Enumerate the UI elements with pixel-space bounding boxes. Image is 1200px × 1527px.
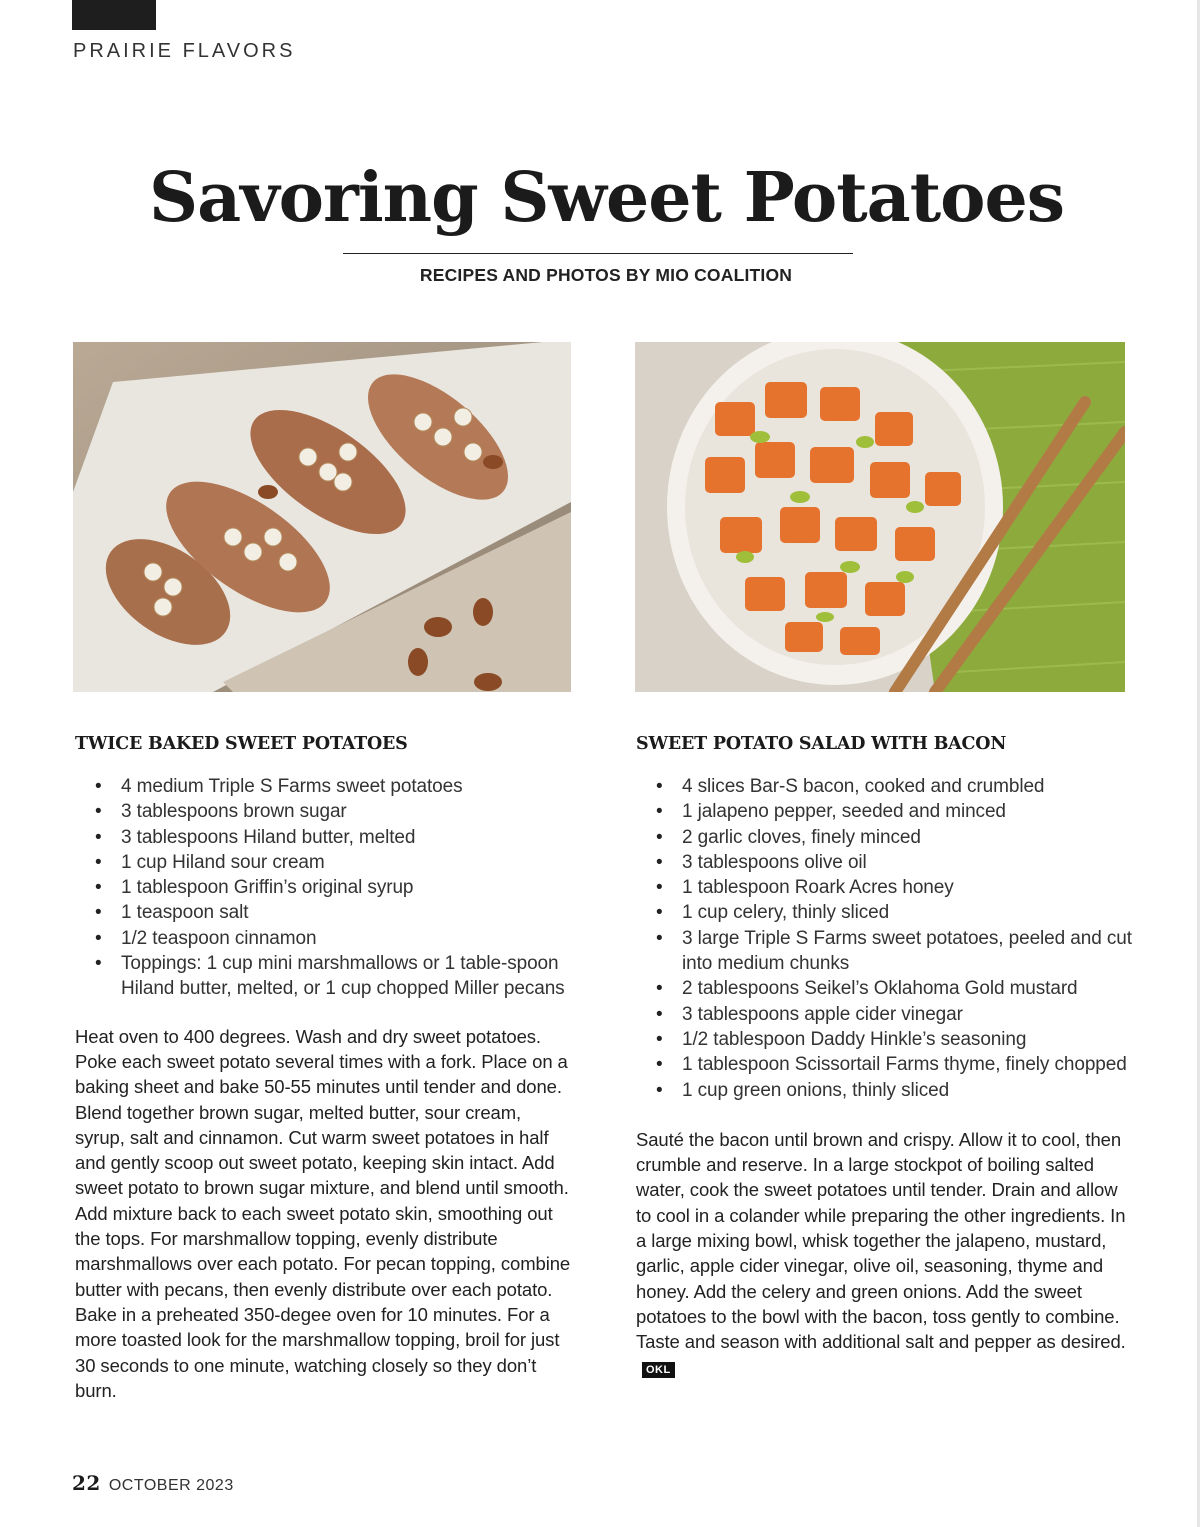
bullet-icon: • [656,902,663,924]
recipe-title: TWICE BAKED SWEET POTATOES [75,734,408,754]
bullet-icon: • [656,877,663,899]
ingredient-list [636,774,1136,1103]
headline-divider [343,253,853,254]
ingredient-item: • 1 tablespoon Scissortail Farms thyme, finely chopped [636,1052,1136,1077]
sweet-potato-salad-photo [635,342,1125,692]
bullet-icon: • [95,776,102,797]
end-mark: OKL [642,1362,675,1378]
bullet-icon: • [95,953,102,975]
bullet-icon: • [656,1079,663,1101]
bullet-icon: • [95,826,102,848]
bullet-icon: • [95,801,102,823]
ingredient-item: • 1 cup celery, thinly sliced [636,900,1136,925]
ingredient-item: • 4 slices Bar-S bacon, cooked and crumbled [636,774,1136,799]
ingredient-item: • 1 tablespoon Griffin’s original syrup [75,875,575,900]
bullet-icon: • [656,851,663,873]
ingredient-item: • 3 tablespoons olive oil [636,850,1136,875]
ingredient-item: • 2 tablespoons Seikel’s Oklahoma Gold mustard [636,976,1136,1001]
ingredient-item: • 1 cup Hiland sour cream [75,850,575,875]
bullet-icon: • [95,902,102,924]
section-label: PRAIRIE FLAVORS [73,40,296,62]
ingredient-item: • 1/2 tablespoon Daddy Hinkle’s seasoning [636,1027,1136,1052]
ingredient-item: • 1 cup green onions, thinly sliced [636,1078,1136,1103]
recipe-directions [636,1127,1136,1380]
section-color-tab [72,0,156,30]
ingredient-item: • Toppings: 1 cup mini marshmallows or 1 table-spoon Hiland butter, melted, or 1 cup chopped Miller pecans [95,953,565,1000]
twice-baked-potatoes-photo [73,342,571,692]
bullet-icon: • [656,927,663,949]
byline: RECIPES AND PHOTOS BY MIO COALITION [419,265,793,285]
recipe-sweet-potato-salad [636,732,1136,1380]
ingredient-item: • 2 garlic cloves, finely minced [636,825,1136,850]
bullet-icon: • [95,877,102,899]
bullet-icon: • [656,826,663,848]
ingredient-item: • 1/2 teaspoon cinnamon [75,926,575,951]
bullet-icon: • [656,776,663,797]
bullet-icon: • [656,1054,663,1076]
bullet-icon: • [656,978,663,1000]
page-footer [72,1471,234,1495]
article-headline: Savoring Sweet Potatoes [148,158,1065,238]
bullet-icon: • [95,927,102,949]
ingredient-item: • 1 teaspoon salt [75,900,575,925]
recipe-directions: Heat oven to 400 degrees. Wash and dry sweet potatoes. Poke each sweet potato several times with a fork. Place on a baking sheet and bake 50-55 minutes until tender and done. Blend together brown sugar, melted butter, sour cream, syrup, salt and cinnamon. Cut warm sweet potatoes in half and gently scoop out sweet potato, keeping skin intact. Add sweet potato to brown sugar mixture, and blend until smooth. Add mixture back to each sweet potato skin, smoothing out the tops. For marshmallow topping, evenly distribute marshmallows over each potato. For pecan topping, combine butter with pecans, then evenly distribute over each potato. Bake in a preheated 350-degee oven for 10 minutes. For a more toasted look for the marshmallow topping, broil for just 30 seconds to one minute, watching closely so they don’t burn. [75,1025,571,1401]
ingredient-item: • 3 tablespoons Hiland butter, melted [75,825,575,850]
ingredient-item: • 4 medium Triple S Farms sweet potatoes [75,774,575,799]
ingredient-list [75,774,575,1002]
page-number: 22 [72,1471,101,1495]
issue-date: OCTOBER 2023 [108,1477,234,1494]
recipe-title: SWEET POTATO SALAD WITH BACON [636,734,1007,754]
ingredient-item: • 1 tablespoon Roark Acres honey [636,875,1136,900]
bullet-icon: • [656,1003,663,1025]
ingredient-item: • 3 tablespoons apple cider vinegar [636,1002,1136,1027]
recipe-twice-baked [75,732,575,1403]
bullet-icon: • [656,1028,663,1050]
ingredient-item: • 3 large Triple S Farms sweet potatoes, peeled and cut into medium chunks [656,927,1132,975]
directions-text: Sauté the bacon until brown and crispy. Allow it to cool, then crumble and reserve. In a large stockpot of boiling salted water, cook the sweet potatoes until tender. Drain and allow to cool in a colander while preparing the other ingredients. In a large mixing bowl, whisk together the jalapeno, mustard, garlic, apple cider vinegar, olive oil, seasoning, thyme and honey. Add the celery and green onions. Add the sweet potatoes to the bowl with the bacon, toss gently to combine. Taste and season with additional salt and pepper as desired. [636,1128,1126,1353]
ingredient-item: • 3 tablespoons brown sugar [75,799,575,824]
bullet-icon: • [656,801,663,823]
bullet-icon: • [95,851,102,873]
ingredient-item: • 1 jalapeno pepper, seeded and minced [636,799,1136,824]
